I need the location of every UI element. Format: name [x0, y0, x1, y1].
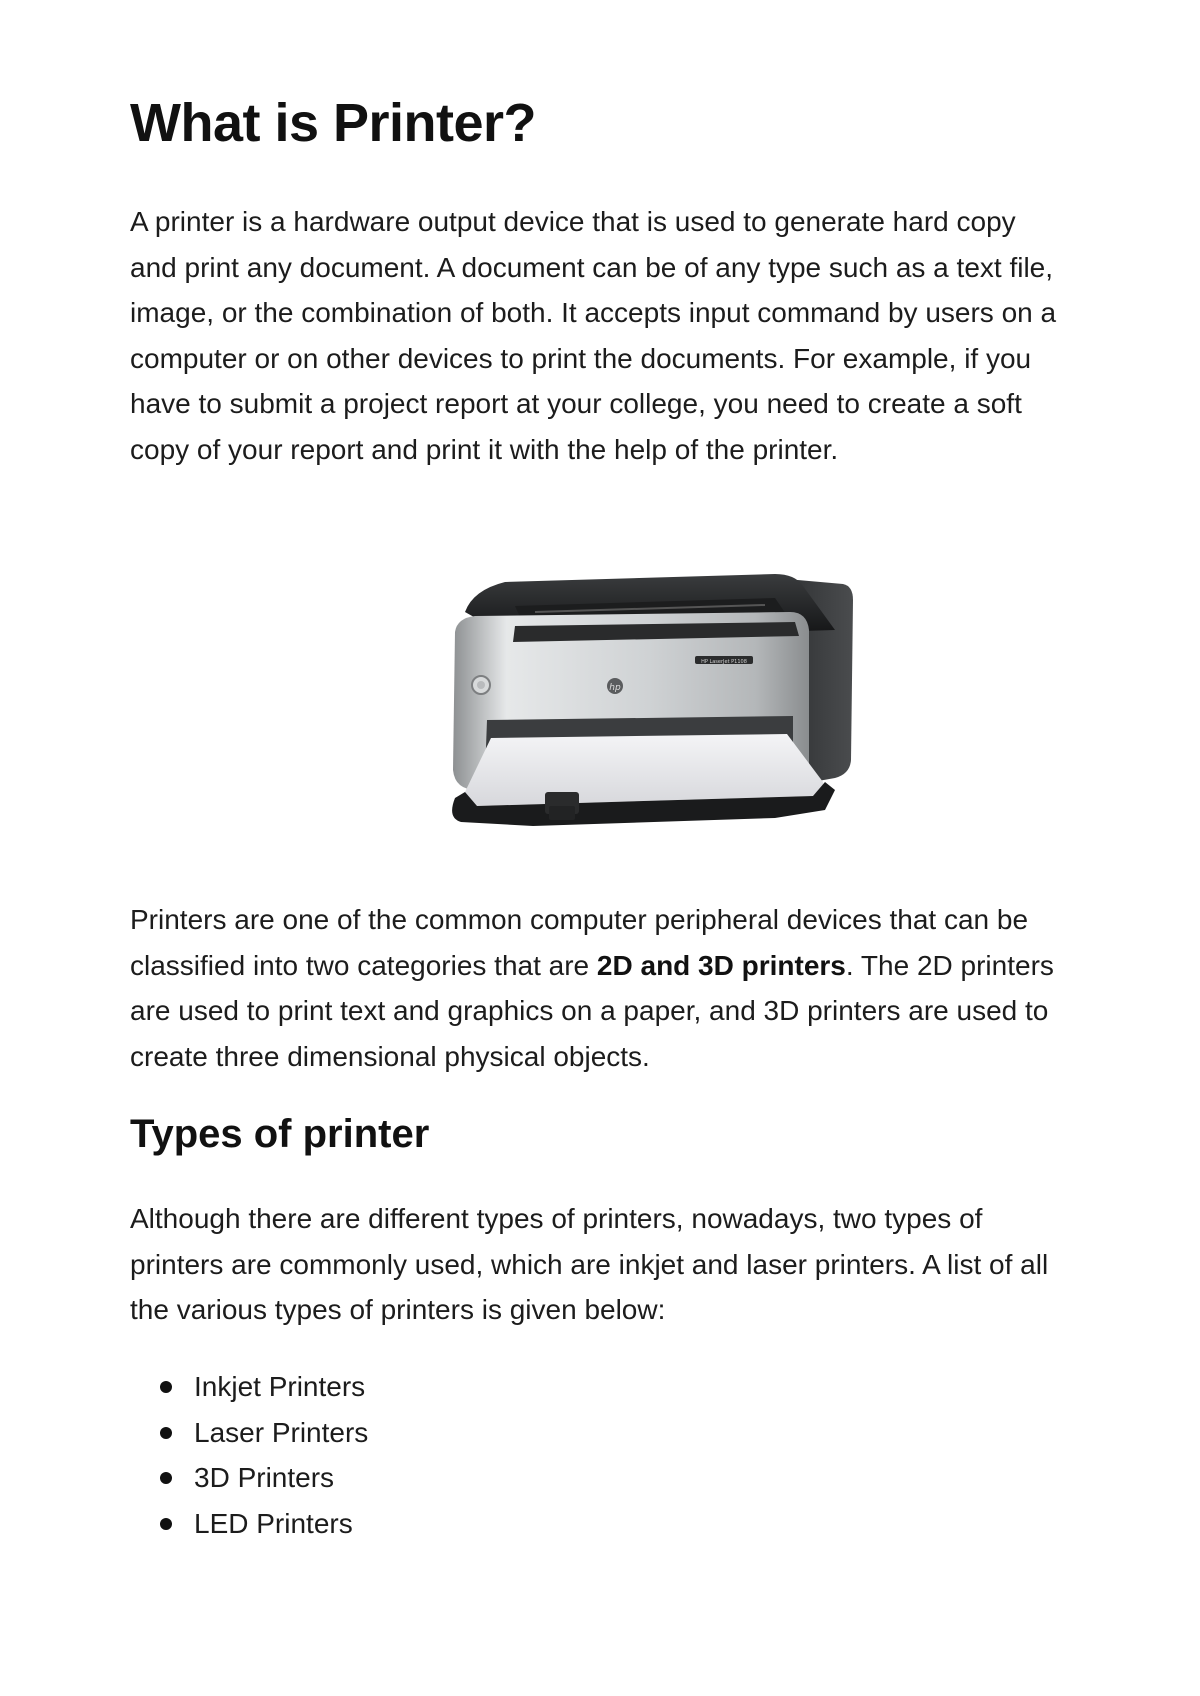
categories-paragraph	[130, 897, 1070, 1079]
bullet-icon	[160, 1472, 172, 1484]
list-item	[130, 1455, 368, 1501]
categories-text-end: . The 2D printers are used to print text and graphics on a paper, and 3D printers are used to create three dimensional physical objects.	[130, 949, 1054, 1072]
list-item-label: LED Printers	[194, 1507, 353, 1539]
list-item	[130, 1501, 368, 1547]
bullet-icon	[160, 1518, 172, 1530]
bullet-icon	[160, 1381, 172, 1393]
categories-text-start: Printers are one of the common computer peripheral devices that can be classified into two categories that are	[130, 904, 1029, 981]
list-item-label: 3D Printers	[194, 1462, 335, 1493]
bullet-icon	[160, 1427, 172, 1439]
printer-types-list	[130, 1364, 368, 1546]
list-item	[130, 1364, 368, 1410]
types-heading: Types of printer	[130, 1112, 430, 1156]
hp-logo: hp	[609, 683, 621, 693]
intro-paragraph: A printer is a hardware output device that is used to generate hard copy and print any document. A document can be of any type such as a text file, image, or the combination of both. It accepts input command by users on a computer or on other devices to print the documents. For example, if you have to submit a project report at your college, you need to create a soft copy of your report and print it with the help of the printer.	[130, 206, 1057, 465]
printer-image	[395, 560, 955, 855]
laser-printer-illustration	[395, 560, 955, 855]
categories-bold-text: 2D and 3D printers	[596, 949, 846, 981]
list-item-label: Inkjet Printers	[194, 1371, 366, 1402]
list-item-label: Laser Printers	[194, 1416, 369, 1448]
types-intro-paragraph: Although there are different types of printers, nowadays, two types of printers are commonly used, which are inkjet and laser printers. A list of all the various types of printers is given below:	[130, 1203, 1049, 1325]
page-title: What is Printer?	[130, 93, 537, 153]
model-label: HP LaserJet P1108	[701, 659, 747, 665]
list-item	[130, 1410, 368, 1456]
